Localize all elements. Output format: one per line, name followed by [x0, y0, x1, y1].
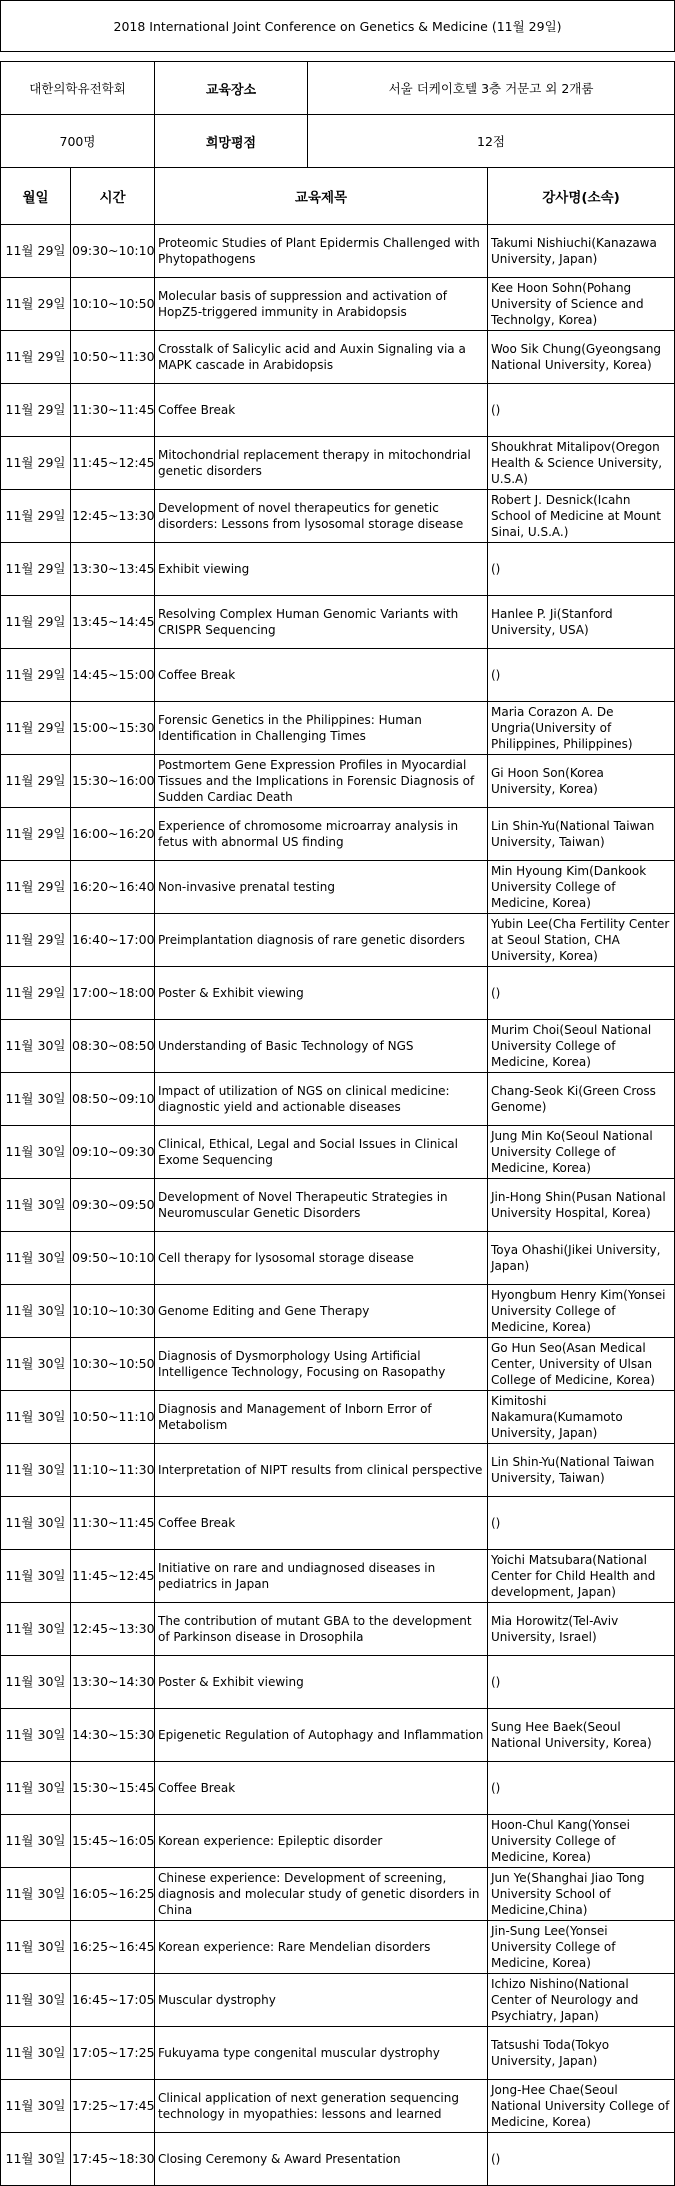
session-time: 15:00~15:30	[71, 702, 155, 755]
table-row	[1, 2133, 675, 2186]
session-title: Muscular dystrophy	[155, 1974, 488, 2027]
session-time: 11:10~11:30	[71, 1444, 155, 1497]
session-time: 11:30~11:45	[71, 1497, 155, 1550]
session-title: Non-invasive prenatal testing	[155, 861, 488, 914]
session-time: 16:25~16:45	[71, 1921, 155, 1974]
session-time: 17:00~18:00	[71, 967, 155, 1020]
session-date: 11월 30일	[1, 1126, 71, 1179]
session-date: 11월 30일	[1, 2133, 71, 2186]
session-speaker: Woo Sik Chung(Gyeongsang National University, Korea)	[488, 331, 675, 384]
session-speaker: Go Hun Seo(Asan Medical Center, University of Ulsan College of Medicine, Korea)	[488, 1338, 675, 1391]
session-speaker: Jun Ye(Shanghai Jiao Tong University School of Medicine,China)	[488, 1868, 675, 1921]
session-speaker: ()	[488, 2133, 675, 2186]
session-date: 11월 30일	[1, 1391, 71, 1444]
session-title: Experience of chromosome microarray analysis in fetus with abnormal US finding	[155, 808, 488, 861]
session-speaker: ()	[488, 967, 675, 1020]
session-date: 11월 30일	[1, 1073, 71, 1126]
session-speaker: Hyongbum Henry Kim(Yonsei University College of Medicine, Korea)	[488, 1285, 675, 1338]
session-title: The contribution of mutant GBA to the development of Parkinson disease in Drosophila	[155, 1603, 488, 1656]
table-row	[1, 808, 675, 861]
table-row	[1, 1391, 675, 1444]
session-date: 11월 29일	[1, 437, 71, 490]
session-title: Korean experience: Epileptic disorder	[155, 1815, 488, 1868]
session-speaker: Kimitoshi Nakamura(Kumamoto University, Japan)	[488, 1391, 675, 1444]
session-date: 11월 29일	[1, 755, 71, 808]
table-row	[1, 543, 675, 596]
session-time: 13:30~14:30	[71, 1656, 155, 1709]
session-date: 11월 30일	[1, 1921, 71, 1974]
session-speaker: Shoukhrat Mitalipov(Oregon Health & Science University, U.S.A)	[488, 437, 675, 490]
session-time: 16:45~17:05	[71, 1974, 155, 2027]
session-speaker: ()	[488, 1762, 675, 1815]
session-time: 10:50~11:30	[71, 331, 155, 384]
session-time: 08:30~08:50	[71, 1020, 155, 1073]
session-date: 11월 29일	[1, 278, 71, 331]
session-speaker: Kee Hoon Sohn(Pohang University of Science and Technolgy, Korea)	[488, 278, 675, 331]
table-row	[1, 278, 675, 331]
session-time: 16:05~16:25	[71, 1868, 155, 1921]
session-date: 11월 30일	[1, 1338, 71, 1391]
table-row	[1, 1974, 675, 2027]
session-time: 09:30~09:50	[71, 1179, 155, 1232]
session-date: 11월 30일	[1, 1550, 71, 1603]
table-row	[1, 2080, 675, 2133]
session-speaker: Jong-Hee Chae(Seoul National University College of Medicine, Korea)	[488, 2080, 675, 2133]
session-speaker: Murim Choi(Seoul National University College of Medicine, Korea)	[488, 1020, 675, 1073]
session-speaker: Hanlee P. Ji(Stanford University, USA)	[488, 596, 675, 649]
table-row	[1, 1285, 675, 1338]
conference-title: 2018 International Joint Conference on Genetics & Medicine (11월 29일)	[1, 1, 675, 52]
session-title: Genome Editing and Gene Therapy	[155, 1285, 488, 1338]
session-date: 11월 30일	[1, 1179, 71, 1232]
session-speaker: Gi Hoon Son(Korea University, Korea)	[488, 755, 675, 808]
session-title: Coffee Break	[155, 384, 488, 437]
session-speaker: Jin-Sung Lee(Yonsei University College of Medicine, Korea)	[488, 1921, 675, 1974]
table-row	[1, 1126, 675, 1179]
session-time: 10:50~11:10	[71, 1391, 155, 1444]
session-title: Diagnosis of Dysmorphology Using Artificial Intelligence Technology, Focusing on Rasopathy	[155, 1338, 488, 1391]
credit-label: 희망평점	[155, 115, 308, 168]
session-time: 08:50~09:10	[71, 1073, 155, 1126]
session-title: Diagnosis and Management of Inborn Error of Metabolism	[155, 1391, 488, 1444]
table-row	[1, 1921, 675, 1974]
session-speaker: Jin-Hong Shin(Pusan National University Hospital, Korea)	[488, 1179, 675, 1232]
session-speaker: Ichizo Nishino(National Center of Neurology and Psychiatry, Japan)	[488, 1974, 675, 2027]
session-date: 11월 29일	[1, 914, 71, 967]
table-row	[1, 1550, 675, 1603]
session-title: Crosstalk of Salicylic acid and Auxin Signaling via a MAPK cascade in Arabidopsis	[155, 331, 488, 384]
session-date: 11월 29일	[1, 808, 71, 861]
table-row	[1, 384, 675, 437]
session-title: Chinese experience: Development of screening, diagnosis and molecular study of genetic disorders in China	[155, 1868, 488, 1921]
table-row	[1, 1179, 675, 1232]
session-date: 11월 30일	[1, 1868, 71, 1921]
session-title: Poster & Exhibit viewing	[155, 1656, 488, 1709]
session-speaker: ()	[488, 1656, 675, 1709]
session-title: Proteomic Studies of Plant Epidermis Challenged with Phytopathogens	[155, 225, 488, 278]
session-speaker: Hoon-Chul Kang(Yonsei University College of Medicine, Korea)	[488, 1815, 675, 1868]
session-speaker: Yoichi Matsubara(National Center for Child Health and development, Japan)	[488, 1550, 675, 1603]
session-date: 11월 30일	[1, 1762, 71, 1815]
session-time: 10:30~10:50	[71, 1338, 155, 1391]
column-header-time: 시간	[71, 168, 155, 225]
session-time: 11:45~12:45	[71, 437, 155, 490]
session-date: 11월 29일	[1, 649, 71, 702]
schedule-rows	[1, 225, 675, 2186]
table-row	[1, 1709, 675, 1762]
session-speaker: Toya Ohashi(Jikei University, Japan)	[488, 1232, 675, 1285]
session-time: 16:20~16:40	[71, 861, 155, 914]
table-row	[1, 596, 675, 649]
session-date: 11월 30일	[1, 1656, 71, 1709]
table-row	[1, 1656, 675, 1709]
table-row	[1, 437, 675, 490]
table-row	[1, 649, 675, 702]
session-title: Understanding of Basic Technology of NGS	[155, 1020, 488, 1073]
session-title: Mitochondrial replacement therapy in mitochondrial genetic disorders	[155, 437, 488, 490]
session-title: Korean experience: Rare Mendelian disorders	[155, 1921, 488, 1974]
table-row	[1, 1444, 675, 1497]
session-speaker: ()	[488, 649, 675, 702]
session-time: 09:10~09:30	[71, 1126, 155, 1179]
table-row	[1, 755, 675, 808]
session-time: 11:30~11:45	[71, 384, 155, 437]
table-row	[1, 2027, 675, 2080]
session-title: Cell therapy for lysosomal storage disease	[155, 1232, 488, 1285]
session-date: 11월 29일	[1, 967, 71, 1020]
capacity-cell: 700명	[1, 115, 155, 168]
session-date: 11월 30일	[1, 1709, 71, 1762]
session-title: Poster & Exhibit viewing	[155, 967, 488, 1020]
table-row	[1, 1603, 675, 1656]
venue-cell: 서울 더케이호텔 3층 거문고 외 2개룸	[308, 62, 675, 115]
session-time: 11:45~12:45	[71, 1550, 155, 1603]
session-time: 17:25~17:45	[71, 2080, 155, 2133]
session-date: 11월 30일	[1, 1815, 71, 1868]
session-title: Forensic Genetics in the Philippines: Human Identification in Challenging Times	[155, 702, 488, 755]
session-time: 13:30~13:45	[71, 543, 155, 596]
session-date: 11월 30일	[1, 1020, 71, 1073]
session-speaker: Takumi Nishiuchi(Kanazawa University, Japan)	[488, 225, 675, 278]
organizer-cell: 대한의학유전학회	[1, 62, 155, 115]
credit-cell: 12점	[308, 115, 675, 168]
session-speaker: Tatsushi Toda(Tokyo University, Japan)	[488, 2027, 675, 2080]
session-title: Initiative on rare and undiagnosed diseases in pediatrics in Japan	[155, 1550, 488, 1603]
session-time: 16:00~16:20	[71, 808, 155, 861]
session-speaker: Maria Corazon A. De Ungria(University of Philippines, Philippines)	[488, 702, 675, 755]
column-header-speaker: 강사명(소속)	[488, 168, 675, 225]
session-date: 11월 30일	[1, 2027, 71, 2080]
session-speaker: Chang-Seok Ki(Green Cross Genome)	[488, 1073, 675, 1126]
table-row	[1, 490, 675, 543]
session-date: 11월 29일	[1, 384, 71, 437]
session-title: Development of novel therapeutics for genetic disorders: Lessons from lysosomal storage disease	[155, 490, 488, 543]
session-time: 16:40~17:00	[71, 914, 155, 967]
column-header-date: 월일	[1, 168, 71, 225]
session-title: Molecular basis of suppression and activation of HopZ5-triggered immunity in Arabidopsis	[155, 278, 488, 331]
session-speaker: Mia Horowitz(Tel-Aviv University, Israel)	[488, 1603, 675, 1656]
session-speaker: Sung Hee Baek(Seoul National University, Korea)	[488, 1709, 675, 1762]
session-title: Epigenetic Regulation of Autophagy and Inflammation	[155, 1709, 488, 1762]
session-time: 13:45~14:45	[71, 596, 155, 649]
session-title: Postmortem Gene Expression Profiles in Myocardial Tissues and the Implications in Forensic Diagnosis of Sudden Cardiac Death	[155, 755, 488, 808]
table-row	[1, 967, 675, 1020]
table-row	[1, 225, 675, 278]
session-time: 15:30~15:45	[71, 1762, 155, 1815]
column-header-title: 교육제목	[155, 168, 488, 225]
session-title: Coffee Break	[155, 1497, 488, 1550]
session-time: 10:10~10:30	[71, 1285, 155, 1338]
session-speaker: Robert J. Desnick(Icahn School of Medicine at Mount Sinai, U.S.A.)	[488, 490, 675, 543]
session-date: 11월 30일	[1, 2080, 71, 2133]
session-speaker: ()	[488, 1497, 675, 1550]
session-speaker: Lin Shin-Yu(National Taiwan University, Taiwan)	[488, 1444, 675, 1497]
session-date: 11월 30일	[1, 1974, 71, 2027]
table-row	[1, 861, 675, 914]
session-time: 09:30~10:10	[71, 225, 155, 278]
session-time: 12:45~13:30	[71, 1603, 155, 1656]
session-date: 11월 29일	[1, 861, 71, 914]
table-row	[1, 702, 675, 755]
session-time: 09:50~10:10	[71, 1232, 155, 1285]
session-title: Development of Novel Therapeutic Strategies in Neuromuscular Genetic Disorders	[155, 1179, 488, 1232]
session-title: Resolving Complex Human Genomic Variants with CRISPR Sequencing	[155, 596, 488, 649]
session-time: 10:10~10:50	[71, 278, 155, 331]
table-header	[1, 1, 675, 225]
session-title: Impact of utilization of NGS on clinical medicine: diagnostic yield and actionable diseases	[155, 1073, 488, 1126]
session-date: 11월 29일	[1, 596, 71, 649]
session-speaker: Yubin Lee(Cha Fertility Center at Seoul Station, CHA University, Korea)	[488, 914, 675, 967]
session-date: 11월 29일	[1, 702, 71, 755]
session-speaker: ()	[488, 384, 675, 437]
table-row	[1, 1497, 675, 1550]
table-row	[1, 1868, 675, 1921]
session-title: Preimplantation diagnosis of rare genetic disorders	[155, 914, 488, 967]
session-time: 15:45~16:05	[71, 1815, 155, 1868]
session-title: Coffee Break	[155, 1762, 488, 1815]
session-speaker: Lin Shin-Yu(National Taiwan University, Taiwan)	[488, 808, 675, 861]
session-date: 11월 29일	[1, 331, 71, 384]
table-row	[1, 331, 675, 384]
session-date: 11월 30일	[1, 1497, 71, 1550]
session-date: 11월 30일	[1, 1285, 71, 1338]
session-date: 11월 29일	[1, 490, 71, 543]
session-speaker: Min Hyoung Kim(Dankook University College of Medicine, Korea)	[488, 861, 675, 914]
table-row	[1, 1020, 675, 1073]
session-title: Closing Ceremony & Award Presentation	[155, 2133, 488, 2186]
table-row	[1, 1338, 675, 1391]
session-time: 17:05~17:25	[71, 2027, 155, 2080]
session-title: Clinical, Ethical, Legal and Social Issues in Clinical Exome Sequencing	[155, 1126, 488, 1179]
session-date: 11월 30일	[1, 1232, 71, 1285]
session-time: 14:45~15:00	[71, 649, 155, 702]
session-date: 11월 30일	[1, 1444, 71, 1497]
venue-label: 교육장소	[155, 62, 308, 115]
session-title: Clinical application of next generation sequencing technology in myopathies: lessons and learned	[155, 2080, 488, 2133]
session-speaker: ()	[488, 543, 675, 596]
table-row	[1, 914, 675, 967]
session-time: 17:45~18:30	[71, 2133, 155, 2186]
session-title: Fukuyama type congenital muscular dystrophy	[155, 2027, 488, 2080]
session-speaker: Jung Min Ko(Seoul National University College of Medicine, Korea)	[488, 1126, 675, 1179]
table-row	[1, 1232, 675, 1285]
session-title: Exhibit viewing	[155, 543, 488, 596]
session-time: 12:45~13:30	[71, 490, 155, 543]
table-row	[1, 1815, 675, 1868]
session-date: 11월 29일	[1, 225, 71, 278]
session-title: Interpretation of NIPT results from clinical perspective	[155, 1444, 488, 1497]
table-row	[1, 1073, 675, 1126]
table-row	[1, 1762, 675, 1815]
session-date: 11월 30일	[1, 1603, 71, 1656]
session-time: 14:30~15:30	[71, 1709, 155, 1762]
session-time: 15:30~16:00	[71, 755, 155, 808]
session-date: 11월 29일	[1, 543, 71, 596]
session-title: Coffee Break	[155, 649, 488, 702]
